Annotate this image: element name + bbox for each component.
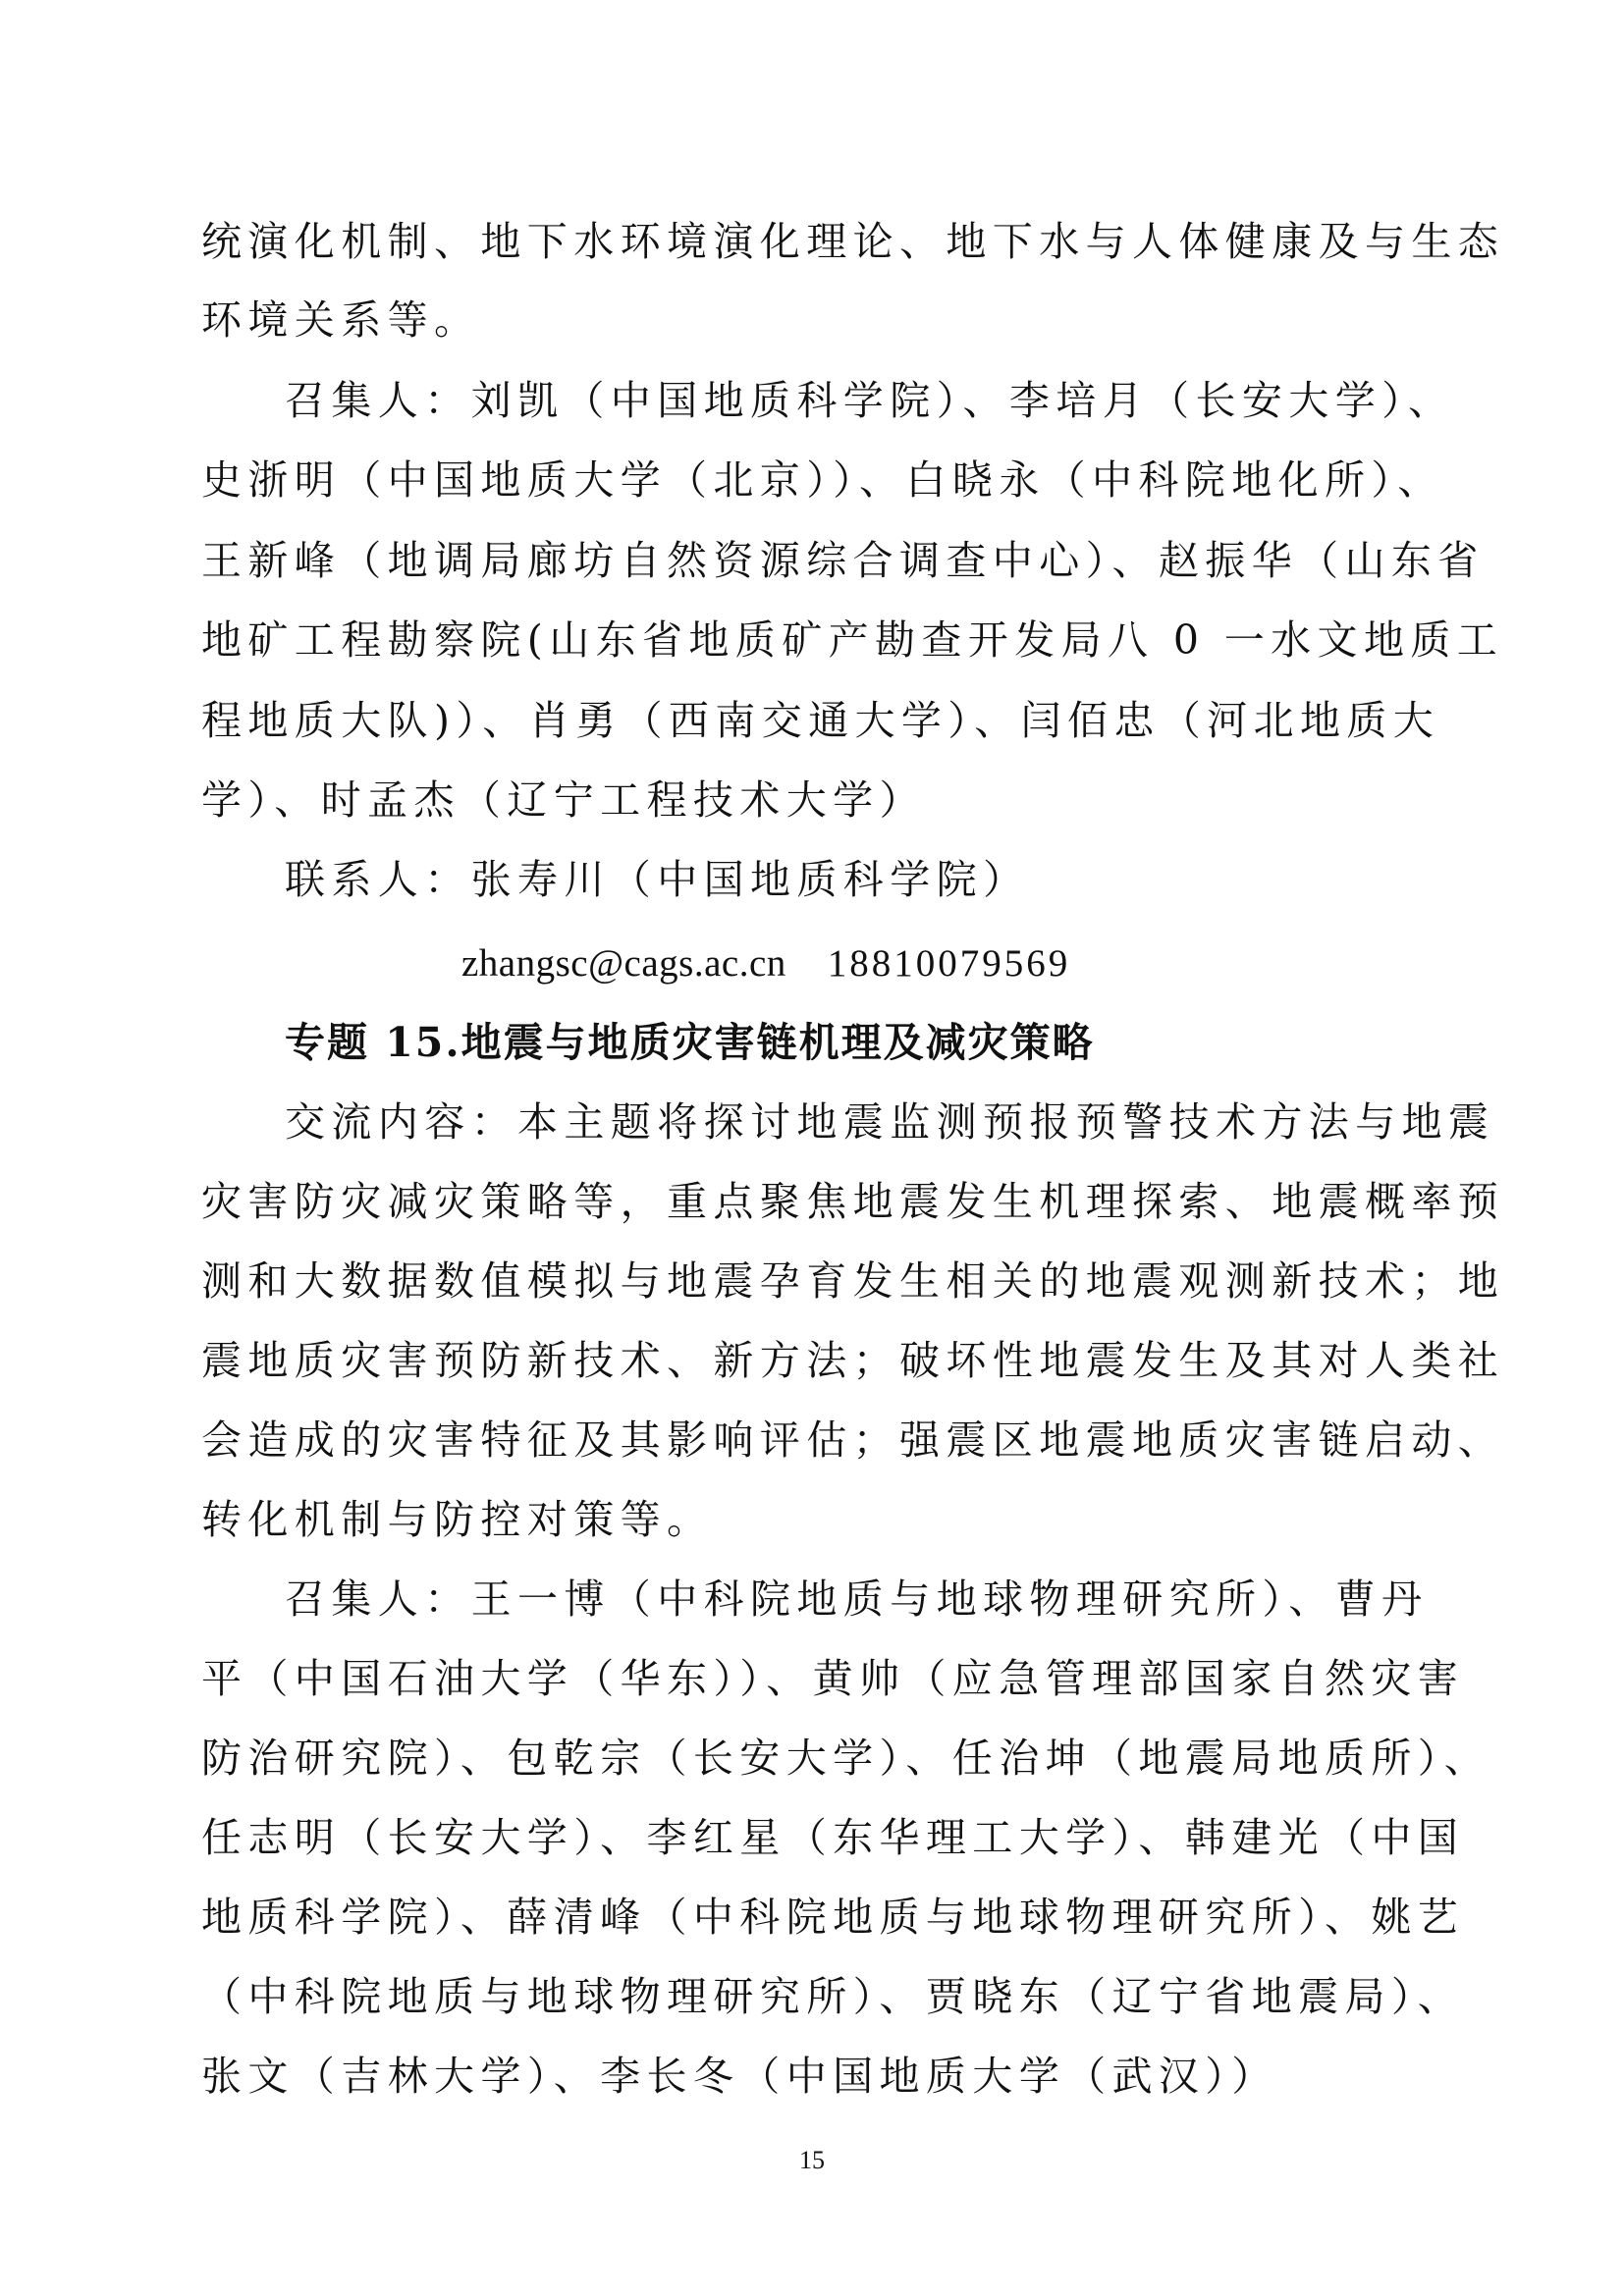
body-text-line: 环境关系等。 — [201, 296, 481, 344]
exchange-content-line: 转化机制与防控对策等。 — [201, 1496, 714, 1543]
convener-line: 召集人：刘凯（中国地质科学院）、李培月（长安大学）、 — [285, 377, 1455, 424]
exchange-content-line: 震地质灾害预防新技术、新方法；破坏性地震发生及其对人类社 — [201, 1337, 1505, 1384]
exchange-content-line: 交流内容：本主题将探讨地震监测预报预警技术方法与地震 — [285, 1098, 1495, 1146]
exchange-content-line: 灾害防灾减灾策略等，重点聚焦地震发生机理探索、地震概率预 — [201, 1178, 1505, 1225]
convener-line: 地矿工程勘察院(山东省地质矿产勘查开发局八 0 一水文地质工 — [201, 616, 1504, 664]
convener-line: 学）、时孟杰（辽宁工程技术大学） — [201, 776, 926, 824]
convener-line: 史浙明（中国地质大学（北京））、白晓永（中科院地化所）、 — [201, 456, 1444, 504]
contact-person-line: 联系人：张寿川（中国地质科学院） — [285, 856, 1030, 903]
body-text-line: 统演化机制、地下水环境演化理论、地下水与人体健康及与生态 — [201, 218, 1505, 265]
convener-line: 召集人：王一博（中科院地质与地球物理研究所）、曹丹 — [285, 1575, 1429, 1623]
topic-heading: 专题 15.地震与地质灾害链机理及减灾策略 — [285, 1019, 1095, 1066]
page-number: 15 — [799, 2146, 825, 2174]
contact-details — [461, 940, 1070, 988]
convener-line: 防治研究院）、包乾宗（长安大学）、任治坤（地震局地质所）、 — [201, 1735, 1491, 1782]
contact-email: zhangsc@cags.ac.cn — [461, 942, 786, 985]
convener-line: 张文（吉林大学）、李长冬（中国地质大学（武汉）） — [201, 2053, 1278, 2100]
exchange-content-line: 测和大数据数值模拟与地震孕育发生相关的地震观测新技术；地 — [201, 1257, 1505, 1305]
convener-line: 程地质大队)）、肖勇（西南交通大学）、闫佰忠（河北地质大 — [201, 697, 1440, 744]
contact-phone: 18810079569 — [827, 942, 1071, 985]
convener-line: （中科院地质与地球物理研究所）、贾晓东（辽宁省地震局）、 — [201, 1973, 1465, 2020]
convener-line: 地质科学院）、薛清峰（中科院地质与地球物理研究所）、姚艺 — [201, 1894, 1465, 1941]
exchange-content-line: 会造成的灾害特征及其影响评估；强震区地震地质灾害链启动、 — [201, 1416, 1505, 1464]
convener-line: 任志明（长安大学）、李红星（东华理工大学）、韩建光（中国 — [201, 1814, 1465, 1861]
convener-line: 平（中国石油大学（华东））、黄帅（应急管理部国家自然灾害 — [201, 1655, 1465, 1702]
convener-line: 王新峰（地调局廊坊自然资源综合调查中心）、赵振华（山东省 — [201, 537, 1485, 584]
